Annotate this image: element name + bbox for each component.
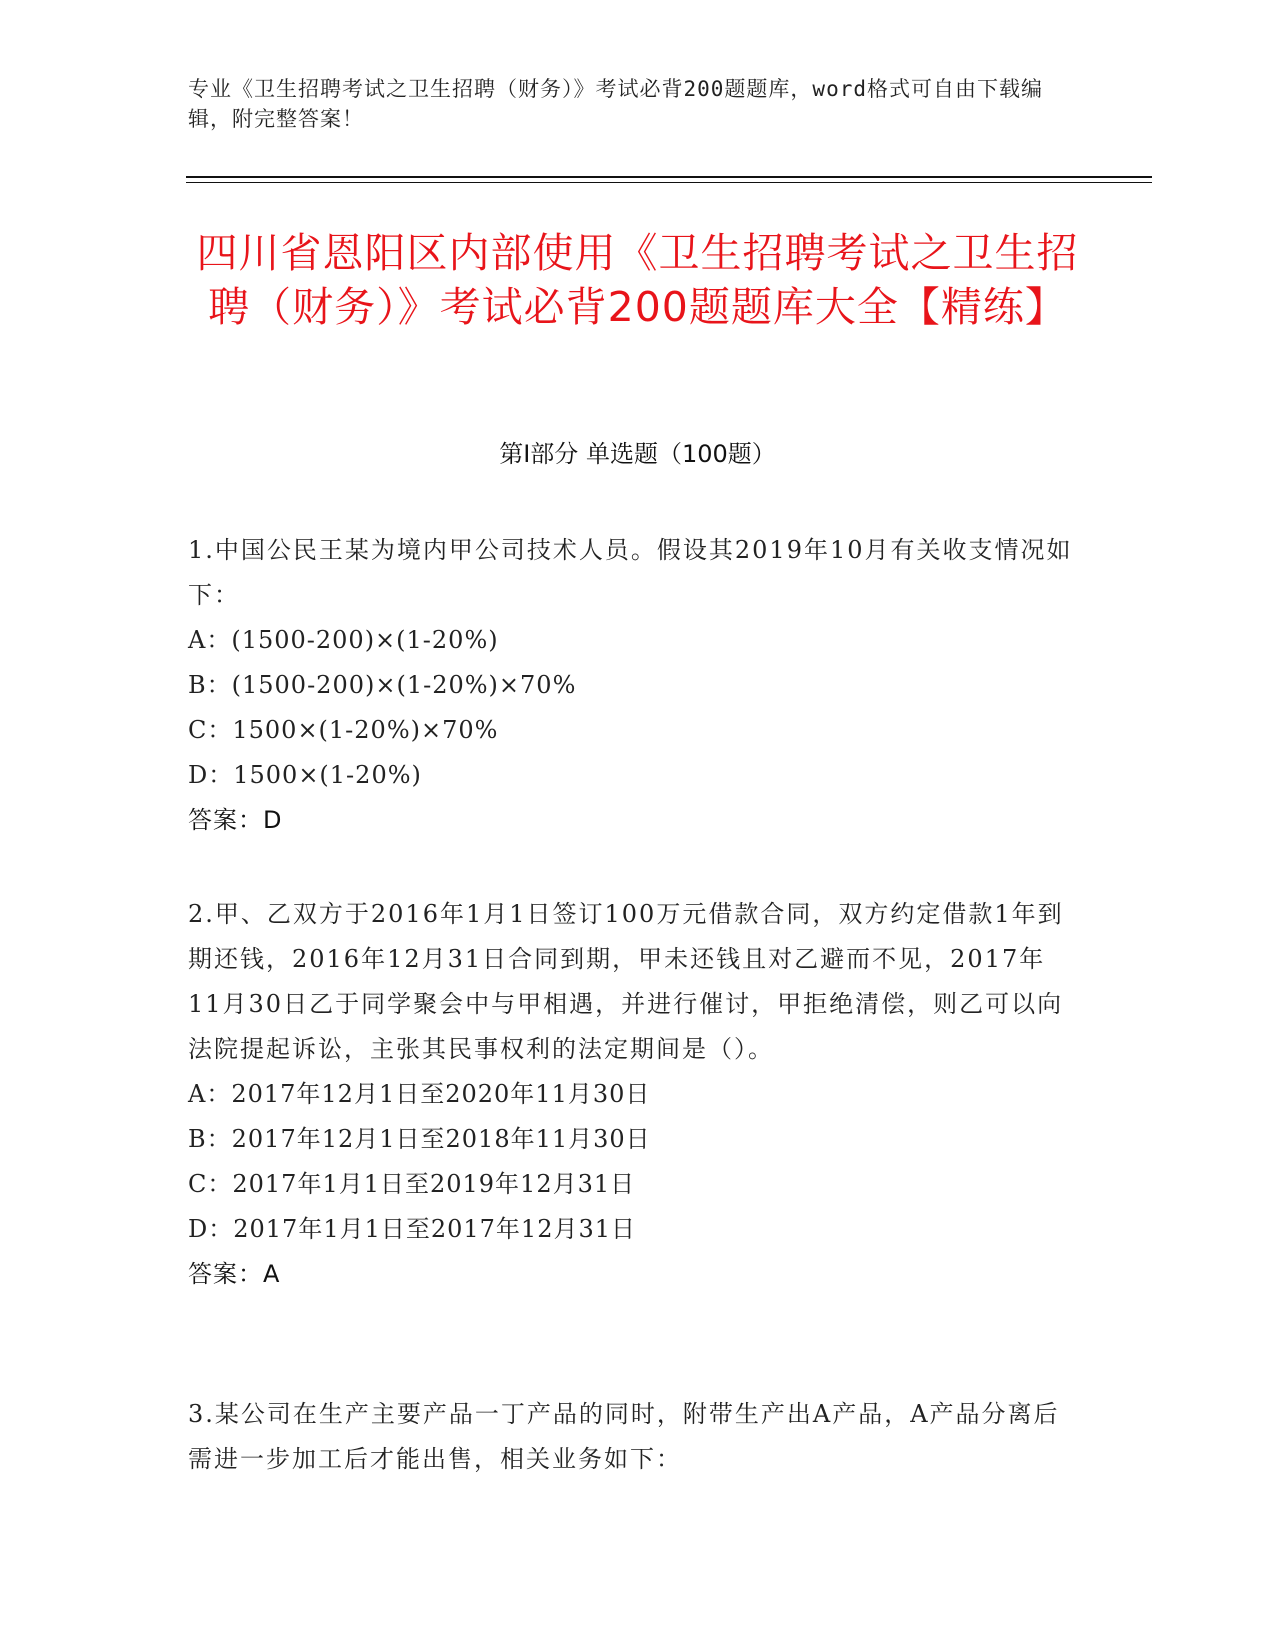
option-a: A：2017年12月1日至2020年11月30日	[188, 1080, 651, 1108]
option-d: D：2017年1月1日至2017年12月31日	[188, 1215, 637, 1243]
option-b: B：2017年12月1日至2018年11月30日	[188, 1125, 651, 1153]
option-a: A：(1500-200)×(1-20%)	[188, 626, 499, 654]
section-title: 第I部分 单选题（100题）	[499, 440, 776, 468]
question-3	[188, 1392, 1078, 1482]
question-1	[188, 528, 1078, 843]
header-note: 专业《卫生招聘考试之卫生招聘（财务）》考试必背200题题库，word格式可自由下载编辑，附完整答案！	[188, 77, 1043, 131]
answer: 答案：A	[188, 1260, 281, 1288]
question-2	[188, 892, 1078, 1297]
option-b: B：(1500-200)×(1-20%)×70%	[188, 671, 577, 699]
answer: 答案：D	[188, 806, 283, 834]
header-rule-thin	[186, 182, 1152, 183]
question-stem: 1.中国公民王某为境内甲公司技术人员。假设其2019年10月有关收支情况如下：	[188, 536, 1073, 609]
option-c: C：1500×(1-20%)×70%	[188, 716, 499, 744]
document-title: 四川省恩阳区内部使用《卫生招聘考试之卫生招聘（财务）》考试必背200题题库大全【精练】	[196, 229, 1079, 331]
question-stem: 3.某公司在生产主要产品一丁产品的同时，附带生产出A产品，A产品分离后需进一步加工后才能出售，相关业务如下：	[188, 1400, 1060, 1473]
question-stem: 2.甲、乙双方于2016年1月1日签订100万元借款合同，双方约定借款1年到期还钱，2016年12月31日合同到期，甲未还钱且对乙避而不见，2017年11月30日乙于同学聚会中与甲相遇，并进行催讨，甲拒绝清偿，则乙可以向法院提起诉讼，主张其民事权利的法定期间是（）。	[188, 900, 1064, 1063]
option-d: D：1500×(1-20%)	[188, 761, 422, 789]
option-c: C：2017年1月1日至2019年12月31日	[188, 1170, 636, 1198]
header-rule-thick	[186, 176, 1152, 178]
